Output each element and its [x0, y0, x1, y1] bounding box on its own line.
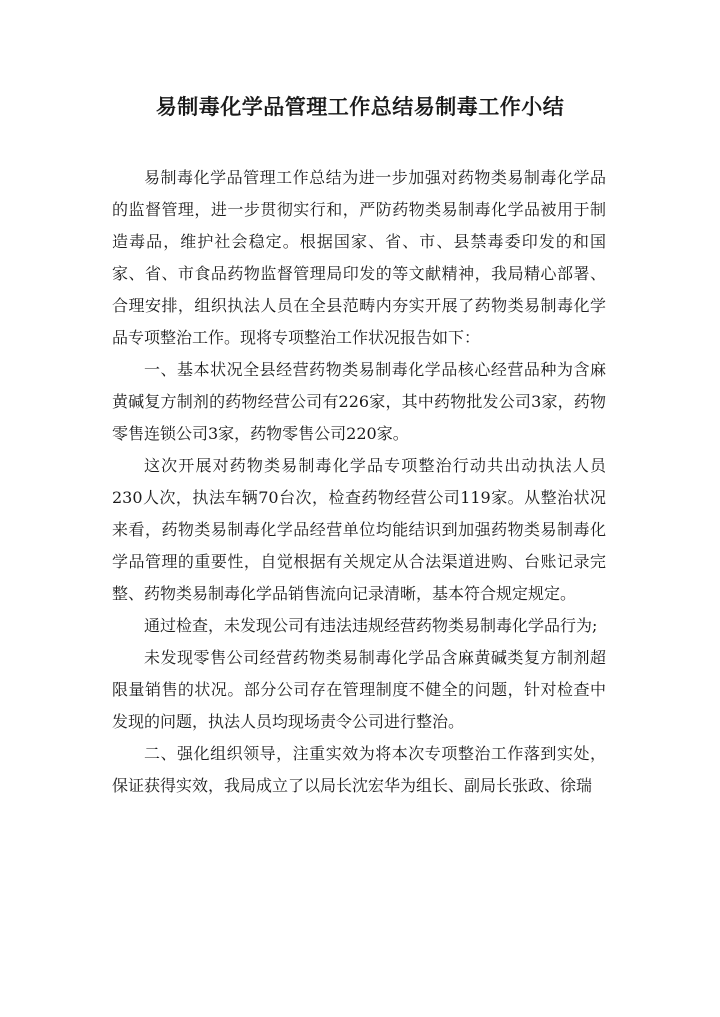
paragraph-organization: 二、强化组织领导，注重实效为将本次专项整治工作落到实处，保证获得实效，我局成立了以局长沈宏华为组长、副局长张政、徐瑞 — [112, 744, 606, 795]
paragraph-retail-findings: 未发现零售公司经营药物类易制毒化学品含麻黄碱类复方制剂超限量销售的状况。部分公司存在管理制度不健全的问题，针对检查中发现的问题，执法人员均现场责令公司进行整治。 — [112, 648, 606, 731]
document-body — [112, 162, 606, 802]
paragraph-no-violations: 通过检查，未发现公司有违法违规经营药物类易制毒化学品行为; — [144, 616, 598, 635]
document-title: 易制毒化学品管理工作总结易制毒工作小结 — [155, 94, 565, 119]
paragraph-basic-situation: 一、基本状况全县经营药物类易制毒化学品核心经营品种为含麻黄碱复方制剂的药物经营公司有226家，其中药物批发公司3家，药物零售连锁公司3家，药物零售公司220家。 — [112, 360, 606, 443]
paragraph-inspection-results: 这次开展对药物类易制毒化学品专项整治行动共出动执法人员230人次，执法车辆70台次，检查药物经营公司119家。从整治状况来看，药物类易制毒化学品经营单位均能结识到加强药物类易制毒化学品管理的重要性，自觉根据有关规定从合法渠道进购、台账记录完整、药物类易制毒化学品销售流向记录清晰，基本符合规定规定。 — [112, 456, 606, 603]
paragraph-intro: 易制毒化学品管理工作总结为进一步加强对药物类易制毒化学品的监督管理，进一步贯彻实行和，严防药物类易制毒化学品被用于制造毒品，维护社会稳定。根据国家、省、市、县禁毒委印发的和国家、省、市食品药物监督管理局印发的等文献精神，我局精心部署、合理安排，组织执法人员在全县范畴内夯实开展了药物类易制毒化学品专项整治工作。现将专项整治工作状况报告如下： — [112, 168, 606, 347]
